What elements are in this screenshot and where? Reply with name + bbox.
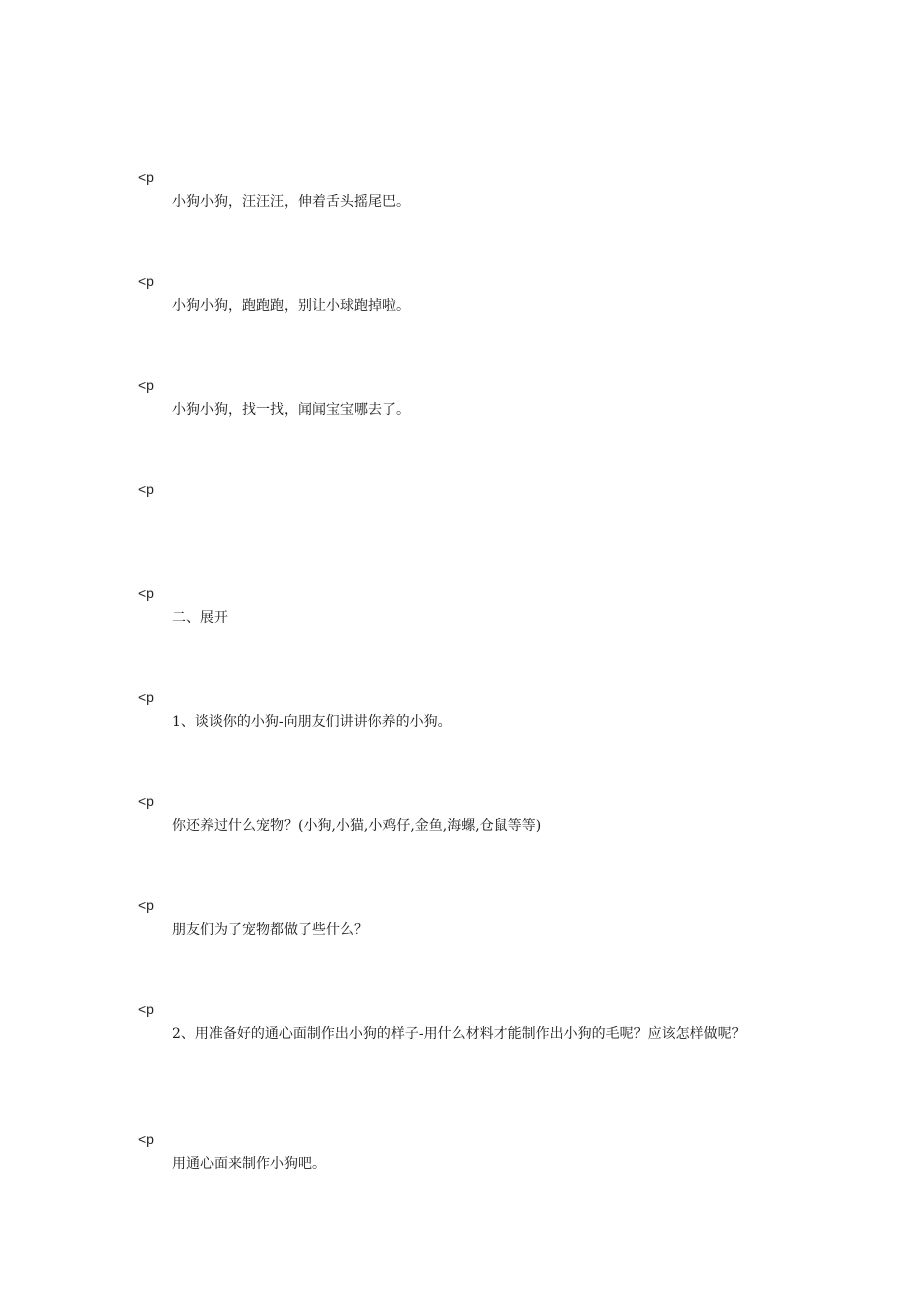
raw-tag-text: <p bbox=[138, 897, 154, 913]
paragraph-text: 1、谈谈你的小狗-向朋友们讲讲你养的小狗。 bbox=[172, 714, 452, 730]
raw-tag-text: <p bbox=[138, 273, 154, 289]
section-heading: 二、展开 bbox=[172, 610, 228, 626]
paragraph-text: 小狗小狗，跑跑跑，别让小球跑掉啦。 bbox=[172, 298, 410, 314]
raw-tag-text: <p bbox=[138, 689, 154, 705]
raw-tag-text: <p bbox=[138, 377, 154, 393]
paragraph-text: 你还养过什么宠物？(小狗,小猫,小鸡仔,金鱼,海螺,仓鼠等等) bbox=[172, 818, 542, 834]
raw-tag-text: <p bbox=[138, 481, 154, 497]
paragraph-text: 2、用准备好的通心面制作出小狗的样子-用什么材料才能制作出小狗的毛呢？应该怎样做呢？ bbox=[172, 1026, 746, 1042]
paragraph-text: 小狗小狗，汪汪汪，伸着舌头摇尾巴。 bbox=[172, 194, 410, 210]
paragraph-text: 朋友们为了宠物都做了些什么？ bbox=[172, 922, 368, 938]
raw-tag-text: <p bbox=[138, 1001, 154, 1017]
raw-tag-text: <p bbox=[138, 1131, 154, 1147]
paragraph-text: 小狗小狗，找一找，闻闻宝宝哪去了。 bbox=[172, 402, 410, 418]
raw-tag-text: <p bbox=[138, 585, 154, 601]
paragraph-text: 用通心面来制作小狗吧。 bbox=[172, 1156, 326, 1172]
raw-tag-text: <p bbox=[138, 793, 154, 809]
raw-tag-text: <p bbox=[138, 169, 154, 185]
